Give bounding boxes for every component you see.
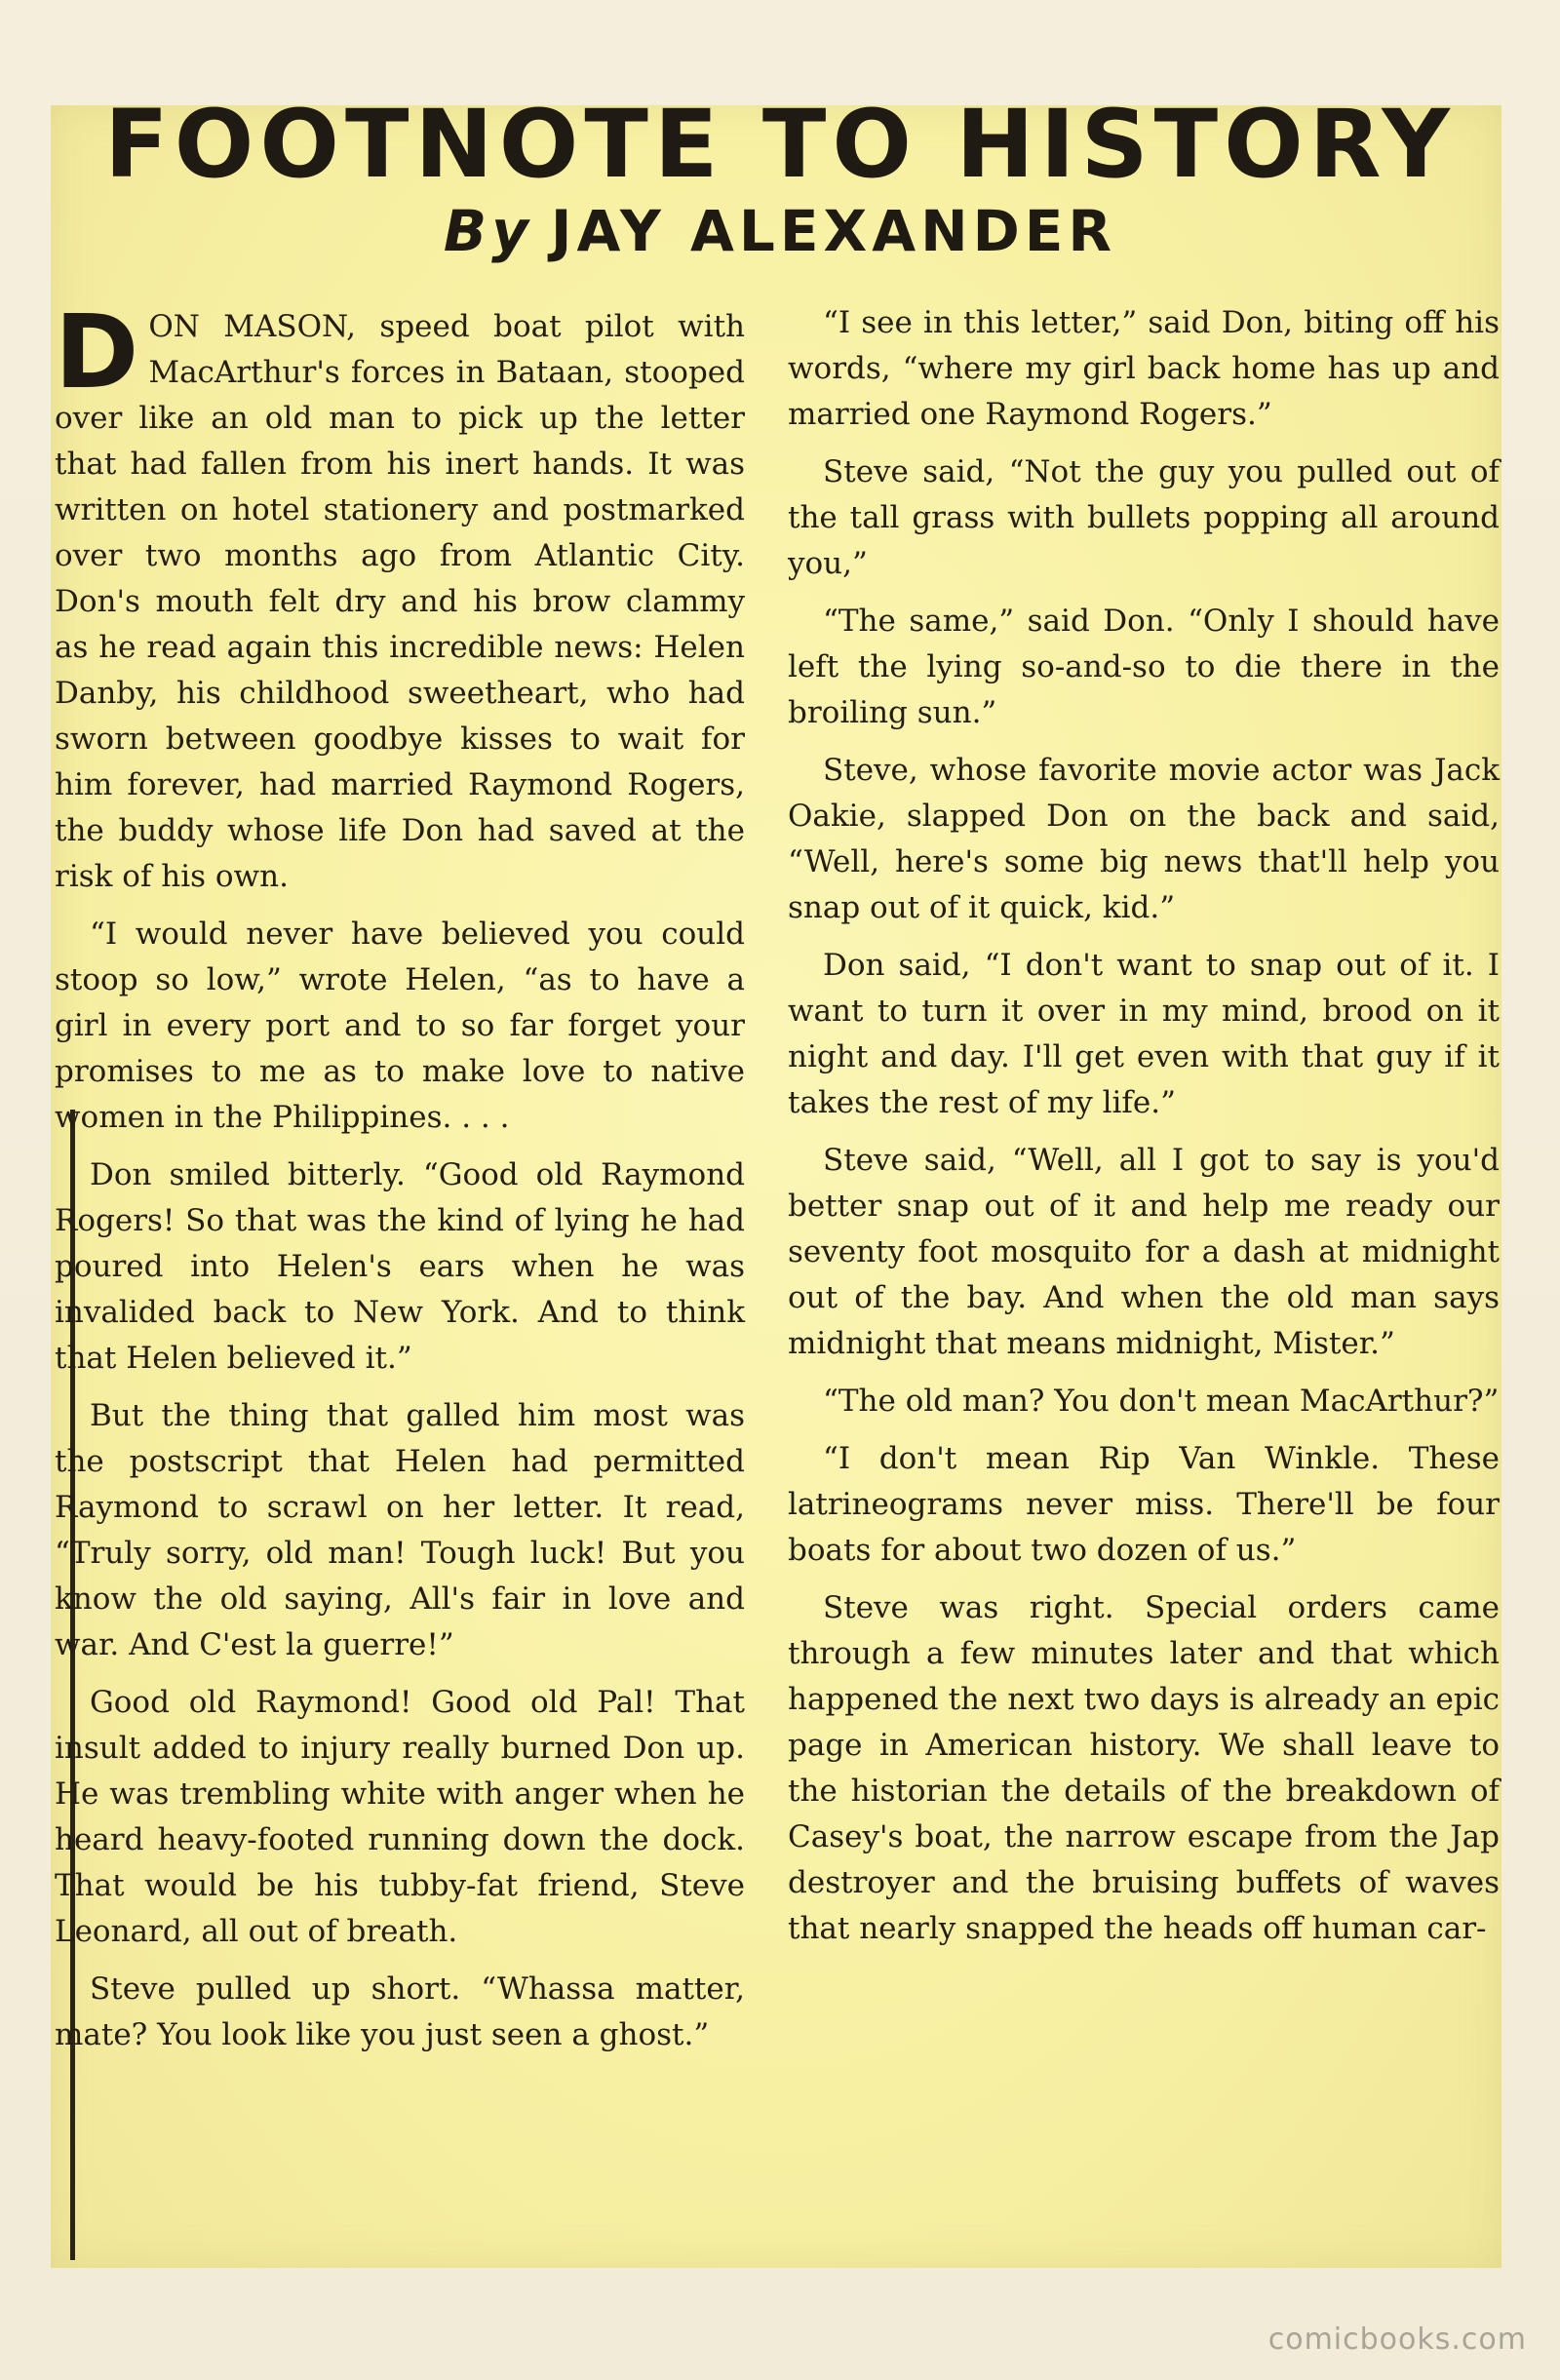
paragraph: Steve said, “Not the guy you pulled out of the tall grass with bullets popping all around you,”: [788, 454, 1500, 581]
drop-cap: D: [55, 293, 139, 411]
byline-author: JAY ALEXANDER: [550, 198, 1117, 264]
paragraph: Steve pulled up short. “Whassa matter, mate? You look like you just seen a ghost.”: [55, 1971, 745, 2052]
paragraph: Steve, whose favorite movie actor was Jack Oakie, slapped Don on the back and said, “Well, here's some big news that'll help you snap out of it quick, kid.”: [788, 753, 1500, 925]
paragraph: “The old man? You don't mean MacArthur?”: [823, 1384, 1500, 1419]
paragraph: “I don't mean Rip Van Winkle. These latrineograms never miss. There'll be four boats for about two dozen of us.”: [788, 1441, 1500, 1568]
paragraph-text: ON MASON, speed boat pilot with MacArthur's forces in Bataan, stooped over like an old man to pick up the letter that had fallen from his inert hands. It was written on hotel stationery and postmarked over two months ago from Atlantic City. Don's mouth felt dry and his brow clammy as he read again this incredible news: Helen Danby, his childhood sweetheart, who had sworn between goodbye kisses to wait for him forever, had married Raymond Rogers, the buddy whose life Don had saved at the risk of his own.: [55, 309, 745, 894]
paragraph: Steve was right. Special orders came through a few minutes later and that which happened the next two days is already an epic page in American history. We shall leave to the historian the details of the breakdown of Casey's boat, the narrow escape from the Jap destroyer and the bruising buffets of waves that nearly snapped the heads off human car-: [788, 1590, 1500, 1946]
paragraph: But the thing that galled him most was the postscript that Helen had permitted Raymond to scrawl on her letter. It read, “Truly sorry, old man! Tough luck! But you know the old saying, All's fair in love and war. And C'est la guerre!”: [55, 1398, 745, 1662]
right-column: [788, 300, 1500, 1964]
byline-by: By: [443, 198, 533, 264]
article-title: FOOTNOTE TO HISTORY: [104, 90, 1456, 199]
paragraph: Don smiled bitterly. “Good old Raymond Rogers! So that was the kind of lying he had poured into Helen's ears when he was invalided back to New York. And to think that Helen believed it.”: [55, 1157, 745, 1376]
paragraph: “I see in this letter,” said Don, biting off his words, “where my girl back home has up and married one Raymond Rogers.”: [788, 305, 1500, 432]
paragraph: “I would never have believed you could stoop so low,” wrote Helen, “as to have a girl in every port and to so far forget your promises to me as to make love to native women in the Philippines. . . .: [55, 917, 745, 1135]
paragraph: Don said, “I don't want to snap out of it. I want to turn it over in my mind, brood on it night and day. I'll get even with that guy if it takes the rest of my life.”: [788, 948, 1500, 1120]
paragraph: Steve said, “Well, all I got to say is you'd better snap out of it and help me ready our seventy foot mosquito for a dash at midnight out of the bay. And when the old man says midnight that means midnight, Mister.”: [788, 1143, 1500, 1361]
paragraph: [55, 293, 745, 900]
paragraph: Good old Raymond! Good old Pal! That insult added to injury really burned Don up. He was trembling white with anger when he heard heavy-footed running down the dock. That would be his tubby-fat friend, Steve Leonard, all out of breath.: [55, 1685, 745, 1949]
paragraph: “The same,” said Don. “Only I should have left the lying so-and-so to die there in the broiling sun.”: [788, 604, 1500, 730]
left-column: [55, 293, 745, 2070]
byline: [0, 198, 1560, 264]
watermark: comicbooks.com: [1268, 2322, 1527, 2357]
